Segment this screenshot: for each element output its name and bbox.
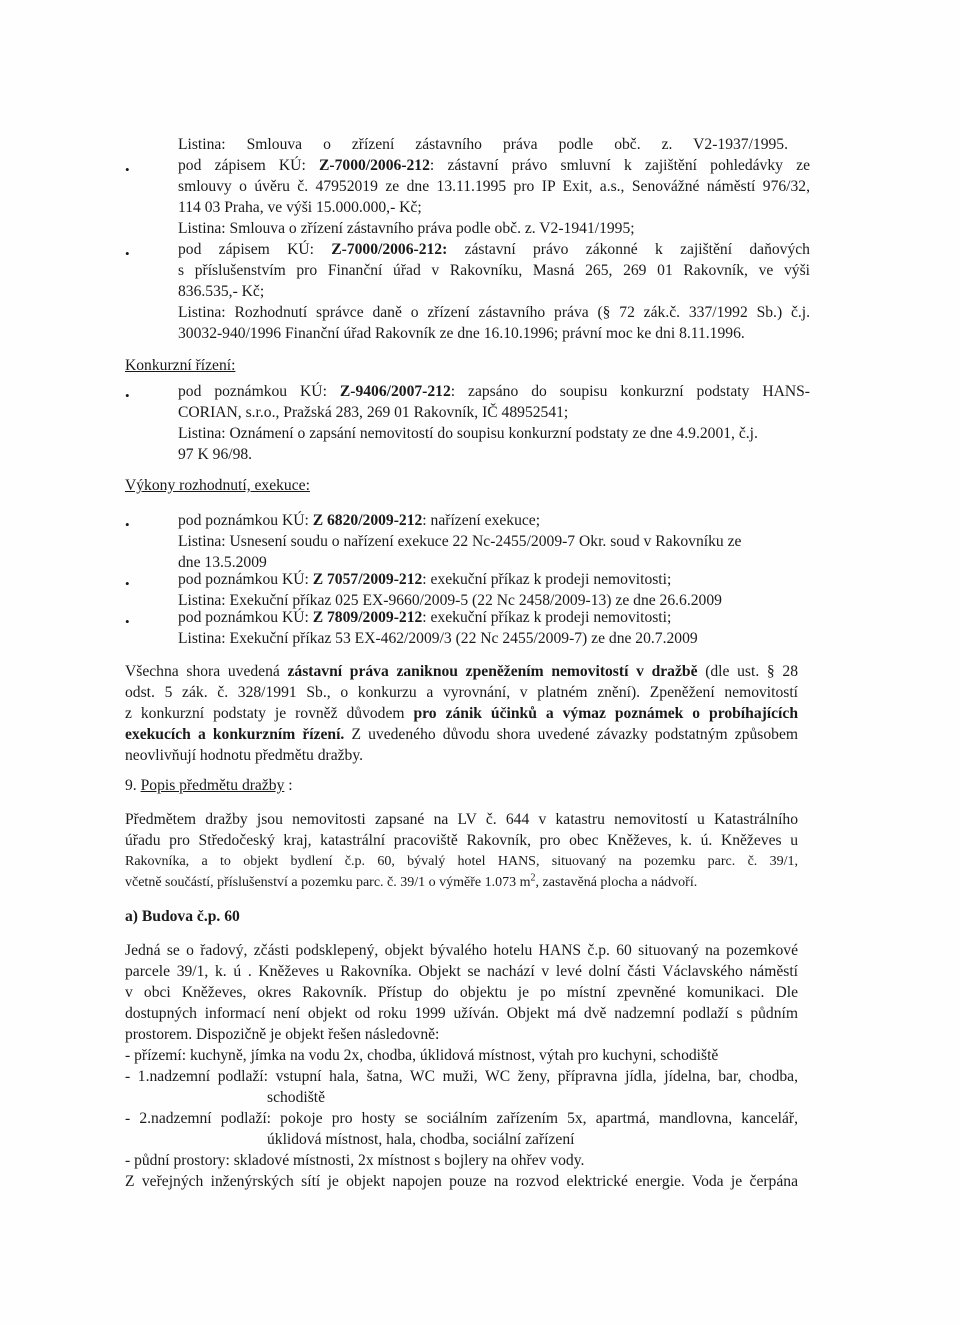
listina-line: Listina: Exekuční příkaz 53 EX-462/2009/3 (22 Nc 2455/2009-7) ze dne 20.7.2009 xyxy=(178,630,698,647)
lien-item-line: pod zápisem KÚ: Z-7000/2006-212: zástavní právo smluvní k zajištění pohledávky ze xyxy=(178,157,810,174)
lien-item-line: 836.535,- Kč; xyxy=(178,283,265,300)
execution-line: dne 13.5.2009 xyxy=(178,554,267,571)
summary-line: neovlivňují hodnotu předmětu dražby. xyxy=(125,747,364,764)
listina-line: Listina: Rozhodnutí správce daně o zřízení zástavního práva (§ 72 zák.č. 337/1992 Sb.) č.j. xyxy=(178,304,810,321)
section-9-heading: 9. Popis předmětu dražby : xyxy=(125,777,293,794)
summary-line: Všechna shora uvedená zástavní práva zaniknou zpeněžením nemovitostí v dražbě (dle ust. § 28 xyxy=(125,663,798,680)
subject-line: Rakovníka, a to objekt bydlení č.p. 60, bývalý hotel HANS, situovaný na pozemku parc. č. 39/1, xyxy=(125,854,798,869)
summary-line: exekucích a konkurzním řízení. Z uvedeného důvodu shora uvedené závazky podstatným způsobem xyxy=(125,726,799,743)
building-list-item: - 1.nadzemní podlaží: vstupní hala, šatna, WC muži, WC ženy, přípravna jídla, jídelna, bar, chodba, xyxy=(125,1068,798,1085)
building-line: dostupných informací není objekt od roku 1999 užíván. Objekt má dvě nadzemní podlaží s půdním xyxy=(125,1005,798,1022)
lien-item-line: pod zápisem KÚ: Z-7000/2006-212: zástavní právo zákonné k zajištění daňových xyxy=(178,241,810,258)
summary-line: odst. 5 zák. č. 328/1991 Sb., o konkurzu a vyrovnání, v platném znění). Zpeněžení nemovitostí xyxy=(125,684,798,701)
section-heading: Výkony rozhodnutí, exekuce: xyxy=(125,477,310,494)
building-list-item: - přízemí: kuchyně, jímka na vodu 2x, chodba, úklidová místnost, výtah pro kuchyni, schodiště xyxy=(125,1047,719,1064)
building-line: prostorem. Dispozičně je objekt řešen následovně: xyxy=(125,1026,440,1043)
summary-line: z konkurzní podstaty je rovněž důvodem pro zánik účinků a výmaz poznámek o probíhajících xyxy=(125,705,798,722)
building-line: Z veřejných inženýrských sítí je objekt napojen pouze na rozvod elektrické energie. Voda je čerpána xyxy=(125,1173,798,1190)
bullet: • xyxy=(125,162,130,177)
subject-line: Předmětem dražby jsou nemovitosti zapsané na LV č. 644 v katastru nemovitostí u Katastrálního xyxy=(125,811,798,828)
listina-line: Listina: Usnesení soudu o nařízení exekuce 22 Nc-2455/2009-7 Okr. soud v Rakovníku ze xyxy=(178,533,742,550)
bankruptcy-line: 97 K 96/98. xyxy=(178,446,253,463)
building-list-item-cont: schodiště xyxy=(267,1089,326,1106)
building-heading: a) Budova č.p. 60 xyxy=(125,908,240,925)
listina-line: 30032-940/1996 Finanční úřad Rakovník ze dne 16.10.1996; právní moc ke dni 8.11.1996. xyxy=(178,325,745,342)
building-list-item-cont: úklidová místnost, hala, chodba, sociální zařízení xyxy=(267,1131,575,1148)
bullet: • xyxy=(125,517,130,532)
building-line: Jedná se o řadový, zčásti podsklepený, objekt bývalého hotelu HANS č.p. 60 situovaný na pozemkové xyxy=(125,942,798,959)
subject-line: včetně součástí, příslušenství a pozemku parc. č. 39/1 o výměře 1.073 $m^2$, zastavěná plocha a nádvoří. xyxy=(125,872,698,890)
lien-item-line: 114 03 Praha, ve výši 15.000.000,- Kč; xyxy=(178,199,422,216)
bankruptcy-line: CORIAN, s.r.o., Pražská 283, 269 01 Rakovník, IČ 48952541; xyxy=(178,404,569,421)
section-heading: Konkurzní řízení: xyxy=(125,357,236,374)
execution-line: pod poznámkou KÚ: Z 7057/2009-212: exekuční příkaz k prodeji nemovitosti; xyxy=(178,571,672,588)
bullet: • xyxy=(125,576,130,591)
listina-line: Listina: Smlouva o zřízení zástavního práva podle obč. z. V2-1941/1995; xyxy=(178,220,635,237)
bullet: • xyxy=(125,388,130,403)
execution-line: pod poznámkou KÚ: Z 6820/2009-212: nařízení exekuce; xyxy=(178,512,541,529)
listina-line: Listina: Exekuční příkaz 025 EX-9660/2009-5 (22 Nc 2458/2009-13) ze dne 26.6.2009 xyxy=(178,592,722,609)
execution-line: pod poznámkou KÚ: Z 7809/2009-212: exekuční příkaz k prodeji nemovitosti; xyxy=(178,609,672,626)
listina-line: Listina: Smlouva o zřízení zástavního práva podle obč. z. V2-1937/1995. xyxy=(178,136,788,153)
bullet: • xyxy=(125,614,130,629)
lien-item-line: s příslušenstvím pro Finanční úřad v Rakovníku, Masná 265, 269 01 Rakovník, ve výši xyxy=(178,262,810,279)
lien-item-line: smlouvy o úvěru č. 47952019 ze dne 13.11.1995 pro IP Exit, a.s., Senovážné náměstí 976/32, xyxy=(178,178,810,195)
bankruptcy-line: pod poznámkou KÚ: Z-9406/2007-212: zapsáno do soupisu konkurzní podstaty HANS- xyxy=(178,383,810,400)
building-line: parcele 39/1, k. ú . Kněževes u Rakovníka. Objekt se nachází v levé dolní části Václavského náměstí xyxy=(125,963,798,980)
building-list-item: - půdní prostory: skladové místnosti, 2x místnost s bojlery na ohřev vody. xyxy=(125,1152,585,1169)
bullet: • xyxy=(125,246,130,261)
building-line: v obci Kněževes, okres Rakovník. Přístup do objektu je po místní zpevněné komunikaci. Dle xyxy=(125,984,798,1001)
subject-line: úřadu pro Středočeský kraj, katastrální pracoviště Rakovník, pro obec Kněževes, k. ú. Kněževes u xyxy=(125,832,798,849)
listina-line: Listina: Oznámení o zapsání nemovitostí do soupisu konkurzní podstaty ze dne 4.9.2001, č.j. xyxy=(178,425,758,442)
building-list-item: - 2.nadzemní podlaží: pokoje pro hosty se sociálním zařízením 5x, apartmá, mandlovna, kancelář, xyxy=(125,1110,798,1127)
